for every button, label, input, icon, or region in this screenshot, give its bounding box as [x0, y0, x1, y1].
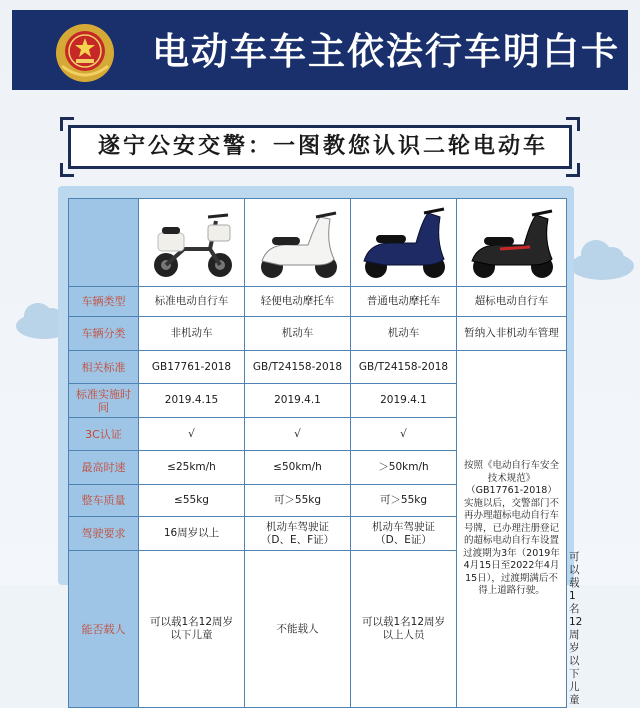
header-banner — [12, 10, 628, 90]
table-cell: ≤55kg — [139, 485, 245, 517]
table-cell: 标准电动自行车 — [139, 287, 245, 317]
cloud-icon — [566, 236, 636, 282]
check-mark: √ — [139, 418, 245, 451]
table-cell: 普通电动摩托车 — [351, 287, 457, 317]
table-cell: 机动车 — [351, 317, 457, 351]
vehicle-image-cell — [245, 199, 351, 287]
row-header: 车辆类型 — [69, 287, 139, 317]
table-row — [69, 317, 567, 351]
vehicle-image-cell — [139, 199, 245, 287]
overweight-note: 按照《电动自行车安全技术规范》（GB17761-2018）实施以后，交警部门不再办理超标电动自行车号牌，已办理注册登记的超标电动自行车设置过渡期为3年（2019年4月15日至2022年4月15日），过渡期满后不得上道路行驶。 — [457, 351, 567, 708]
table-cell: 超标电动自行车 — [457, 287, 567, 317]
table-cell: 非机动车 — [139, 317, 245, 351]
page-title: 电动车车主依法行车明白卡 — [152, 30, 620, 73]
table-cell: 2019.4.15 — [139, 384, 245, 418]
table-cell: 机动车 — [245, 317, 351, 351]
table-cell: ≤25km/h — [139, 451, 245, 485]
table-cell: GB/T24158-2018 — [245, 351, 351, 384]
row-header: 驾驶要求 — [69, 517, 139, 551]
table-cell: 2019.4.1 — [245, 384, 351, 418]
table-cell: 暂纳入非机动车管理 — [457, 317, 567, 351]
empty-header-cell — [69, 199, 139, 287]
table-row — [69, 199, 567, 287]
table-cell: 不能载人 — [245, 551, 351, 708]
electric-bicycle-image — [144, 203, 240, 283]
row-header: 能否载人 — [69, 551, 139, 708]
subtitle-ribbon — [60, 117, 580, 177]
row-header: 车辆分类 — [69, 317, 139, 351]
table-cell: GB/T24158-2018 — [351, 351, 457, 384]
table-cell: 可＞55kg — [351, 485, 457, 517]
vehicle-comparison-table — [68, 198, 583, 708]
table-row: 能否载人 可以载1名12周岁 以下儿童 不能载人 可以载1名12周岁 以上人员 1名12周岁 以下儿童 — [69, 551, 567, 708]
table-cell: 轻便电动摩托车 — [245, 287, 351, 317]
row-header: 整车质量 — [69, 485, 139, 517]
check-mark: √ — [351, 418, 457, 451]
electric-motorcycle-image — [356, 203, 452, 283]
light-electric-motorcycle-image — [250, 203, 346, 283]
row-header: 标准实施时间 — [69, 384, 139, 418]
table-row — [69, 287, 567, 317]
subtitle-frame — [68, 125, 572, 169]
police-emblem-icon — [54, 22, 116, 84]
table-cell: 机动车驾驶证 （D、E、F证） — [245, 517, 351, 551]
row-header: 3C认证 — [69, 418, 139, 451]
table-cell: 16周岁以上 — [139, 517, 245, 551]
row-header: 最高时速 — [69, 451, 139, 485]
row-header: 相关标准 — [69, 351, 139, 384]
table-cell: ≤50km/h — [245, 451, 351, 485]
table-cell: 可＞55kg — [245, 485, 351, 517]
vehicle-image-cell — [351, 199, 457, 287]
table-cell: 2019.4.1 — [351, 384, 457, 418]
table-cell: ＞50km/h — [351, 451, 457, 485]
subtitle-text: 遂宁公安交警：一图教您认识二轮电动车 — [97, 134, 548, 159]
check-mark: √ — [245, 418, 351, 451]
table-row — [69, 351, 567, 384]
table-cell: 可以载1名12周岁 以下儿童 — [139, 551, 245, 708]
table-cell: 可以载1名12周岁 以上人员 — [351, 551, 457, 708]
overweight-electric-bicycle-image — [464, 203, 560, 283]
table-cell: 机动车驾驶证 （D、E证） — [351, 517, 457, 551]
table-cell: GB17761-2018 — [139, 351, 245, 384]
vehicle-image-cell — [457, 199, 567, 287]
